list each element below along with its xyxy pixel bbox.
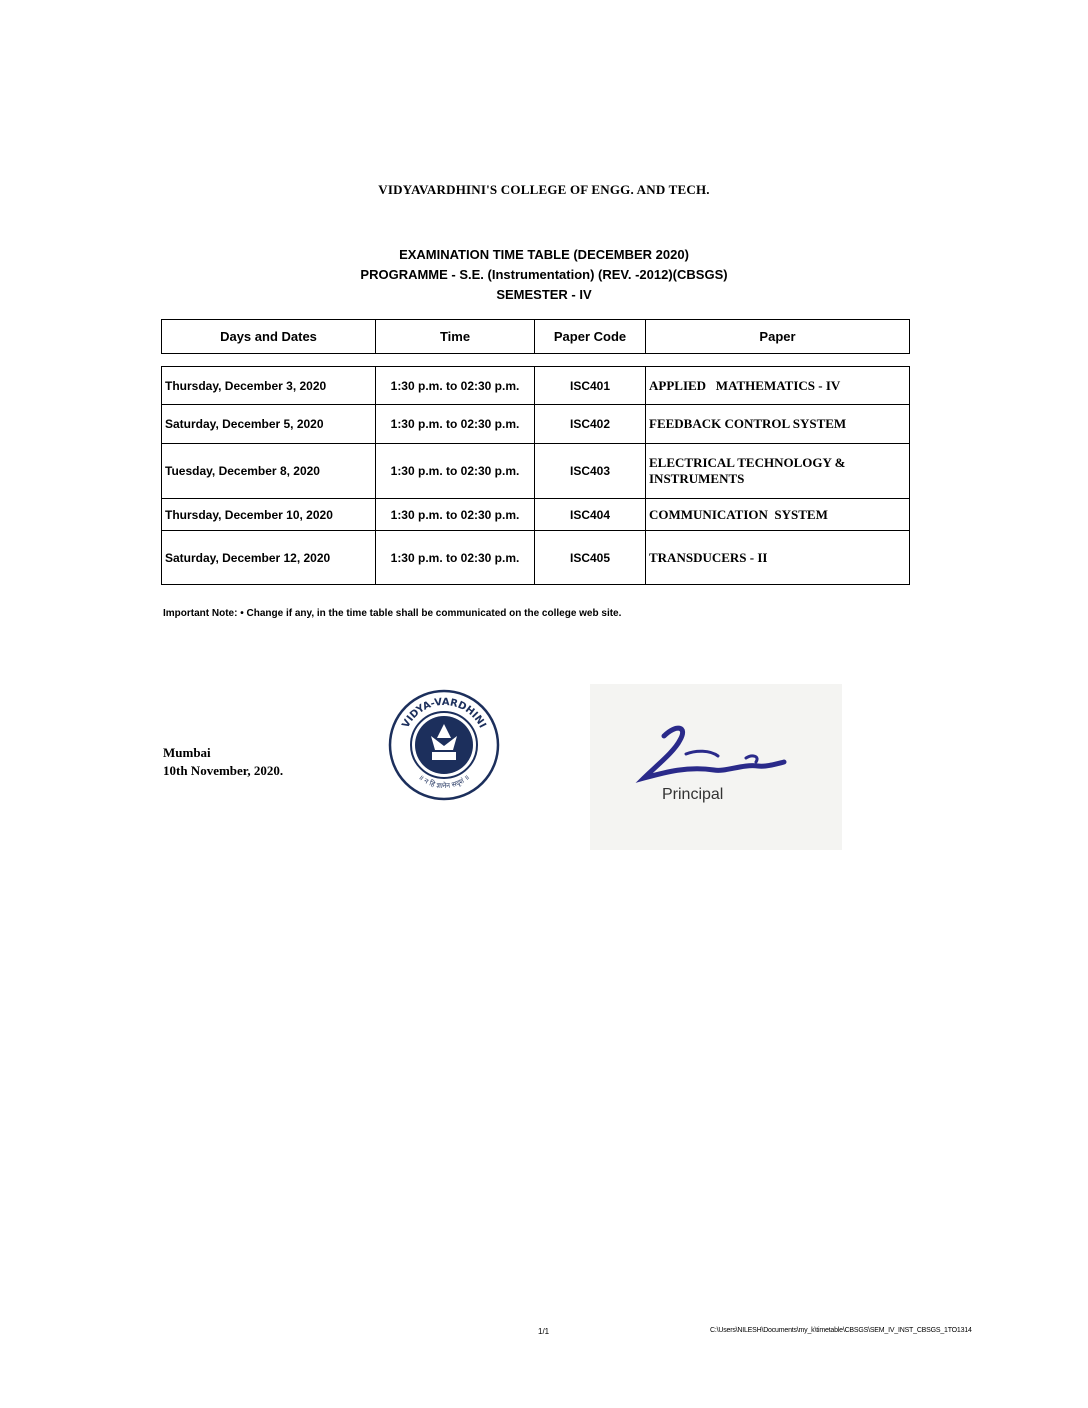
semester-title: SEMESTER - IV: [496, 287, 592, 302]
issue-date: 10th November, 2020.: [163, 763, 284, 778]
place: Mumbai: [163, 745, 211, 760]
row-code: ISC405: [535, 531, 646, 585]
header-days: Days and Dates: [162, 320, 376, 354]
signature-block: [590, 684, 842, 850]
principal-title: Principal: [662, 786, 724, 803]
row-code: ISC402: [535, 405, 646, 444]
table-row: [162, 531, 910, 585]
row-day: Thursday, December 10, 2020: [162, 499, 376, 531]
page-number: 1/1: [538, 1327, 550, 1336]
table-row: [162, 499, 910, 531]
row-day: Tuesday, December 8, 2020: [162, 444, 376, 499]
place-date: [163, 744, 283, 780]
row-paper: TRANSDUCERS - II: [646, 531, 910, 585]
programme-title: PROGRAMME - S.E. (Instrumentation) (REV. -2012)(CBSGS): [360, 267, 728, 282]
row-day: Saturday, December 5, 2020: [162, 405, 376, 444]
header-paper: Paper: [646, 320, 910, 354]
row-time: 1:30 p.m. to 02:30 p.m.: [376, 444, 535, 499]
college-name: VIDYAVARDHINI'S COLLEGE OF ENGG. AND TECH.: [378, 182, 710, 197]
row-paper: APPLIED MATHEMATICS - IV: [646, 367, 910, 405]
svg-text:॥ न हि ज्ञानेन सदृशं ॥: [417, 773, 471, 790]
row-day: Thursday, December 3, 2020: [162, 367, 376, 405]
timetable-body: [161, 366, 910, 585]
row-time: 1:30 p.m. to 02:30 p.m.: [376, 531, 535, 585]
row-time: 1:30 p.m. to 02:30 p.m.: [376, 499, 535, 531]
table-row: [162, 444, 910, 499]
row-code: ISC401: [535, 367, 646, 405]
row-time: 1:30 p.m. to 02:30 p.m.: [376, 405, 535, 444]
row-paper: ELECTRICAL TECHNOLOGY & INSTRUMENTS: [646, 444, 910, 499]
row-paper: COMMUNICATION SYSTEM: [646, 499, 910, 531]
timetable-header: [161, 319, 910, 354]
header-time: Time: [376, 320, 535, 354]
row-time: 1:30 p.m. to 02:30 p.m.: [376, 367, 535, 405]
header-code: Paper Code: [535, 320, 646, 354]
college-seal-icon: [387, 688, 501, 802]
seal-top-text: VIDYA-VARDHINI: [400, 696, 488, 730]
seal-bottom-text: ॥ न हि ज्ञानेन सदृशं ॥: [417, 773, 471, 791]
row-code: ISC403: [535, 444, 646, 499]
row-code: ISC404: [535, 499, 646, 531]
exam-title: EXAMINATION TIME TABLE (DECEMBER 2020): [399, 247, 689, 262]
table-row: [162, 367, 910, 405]
table-row: [162, 405, 910, 444]
row-day: Saturday, December 12, 2020: [162, 531, 376, 585]
signature-icon: [626, 714, 796, 794]
row-paper: FEEDBACK CONTROL SYSTEM: [646, 405, 910, 444]
file-path: C:\Users\NILESH\Documents\my_k\timetable\CBSGS\SEM_IV_INST_CBSGS_1TO1314: [710, 1327, 972, 1334]
important-note: Important Note: • Change if any, in the time table shall be communicated on the college web site.: [163, 608, 622, 619]
